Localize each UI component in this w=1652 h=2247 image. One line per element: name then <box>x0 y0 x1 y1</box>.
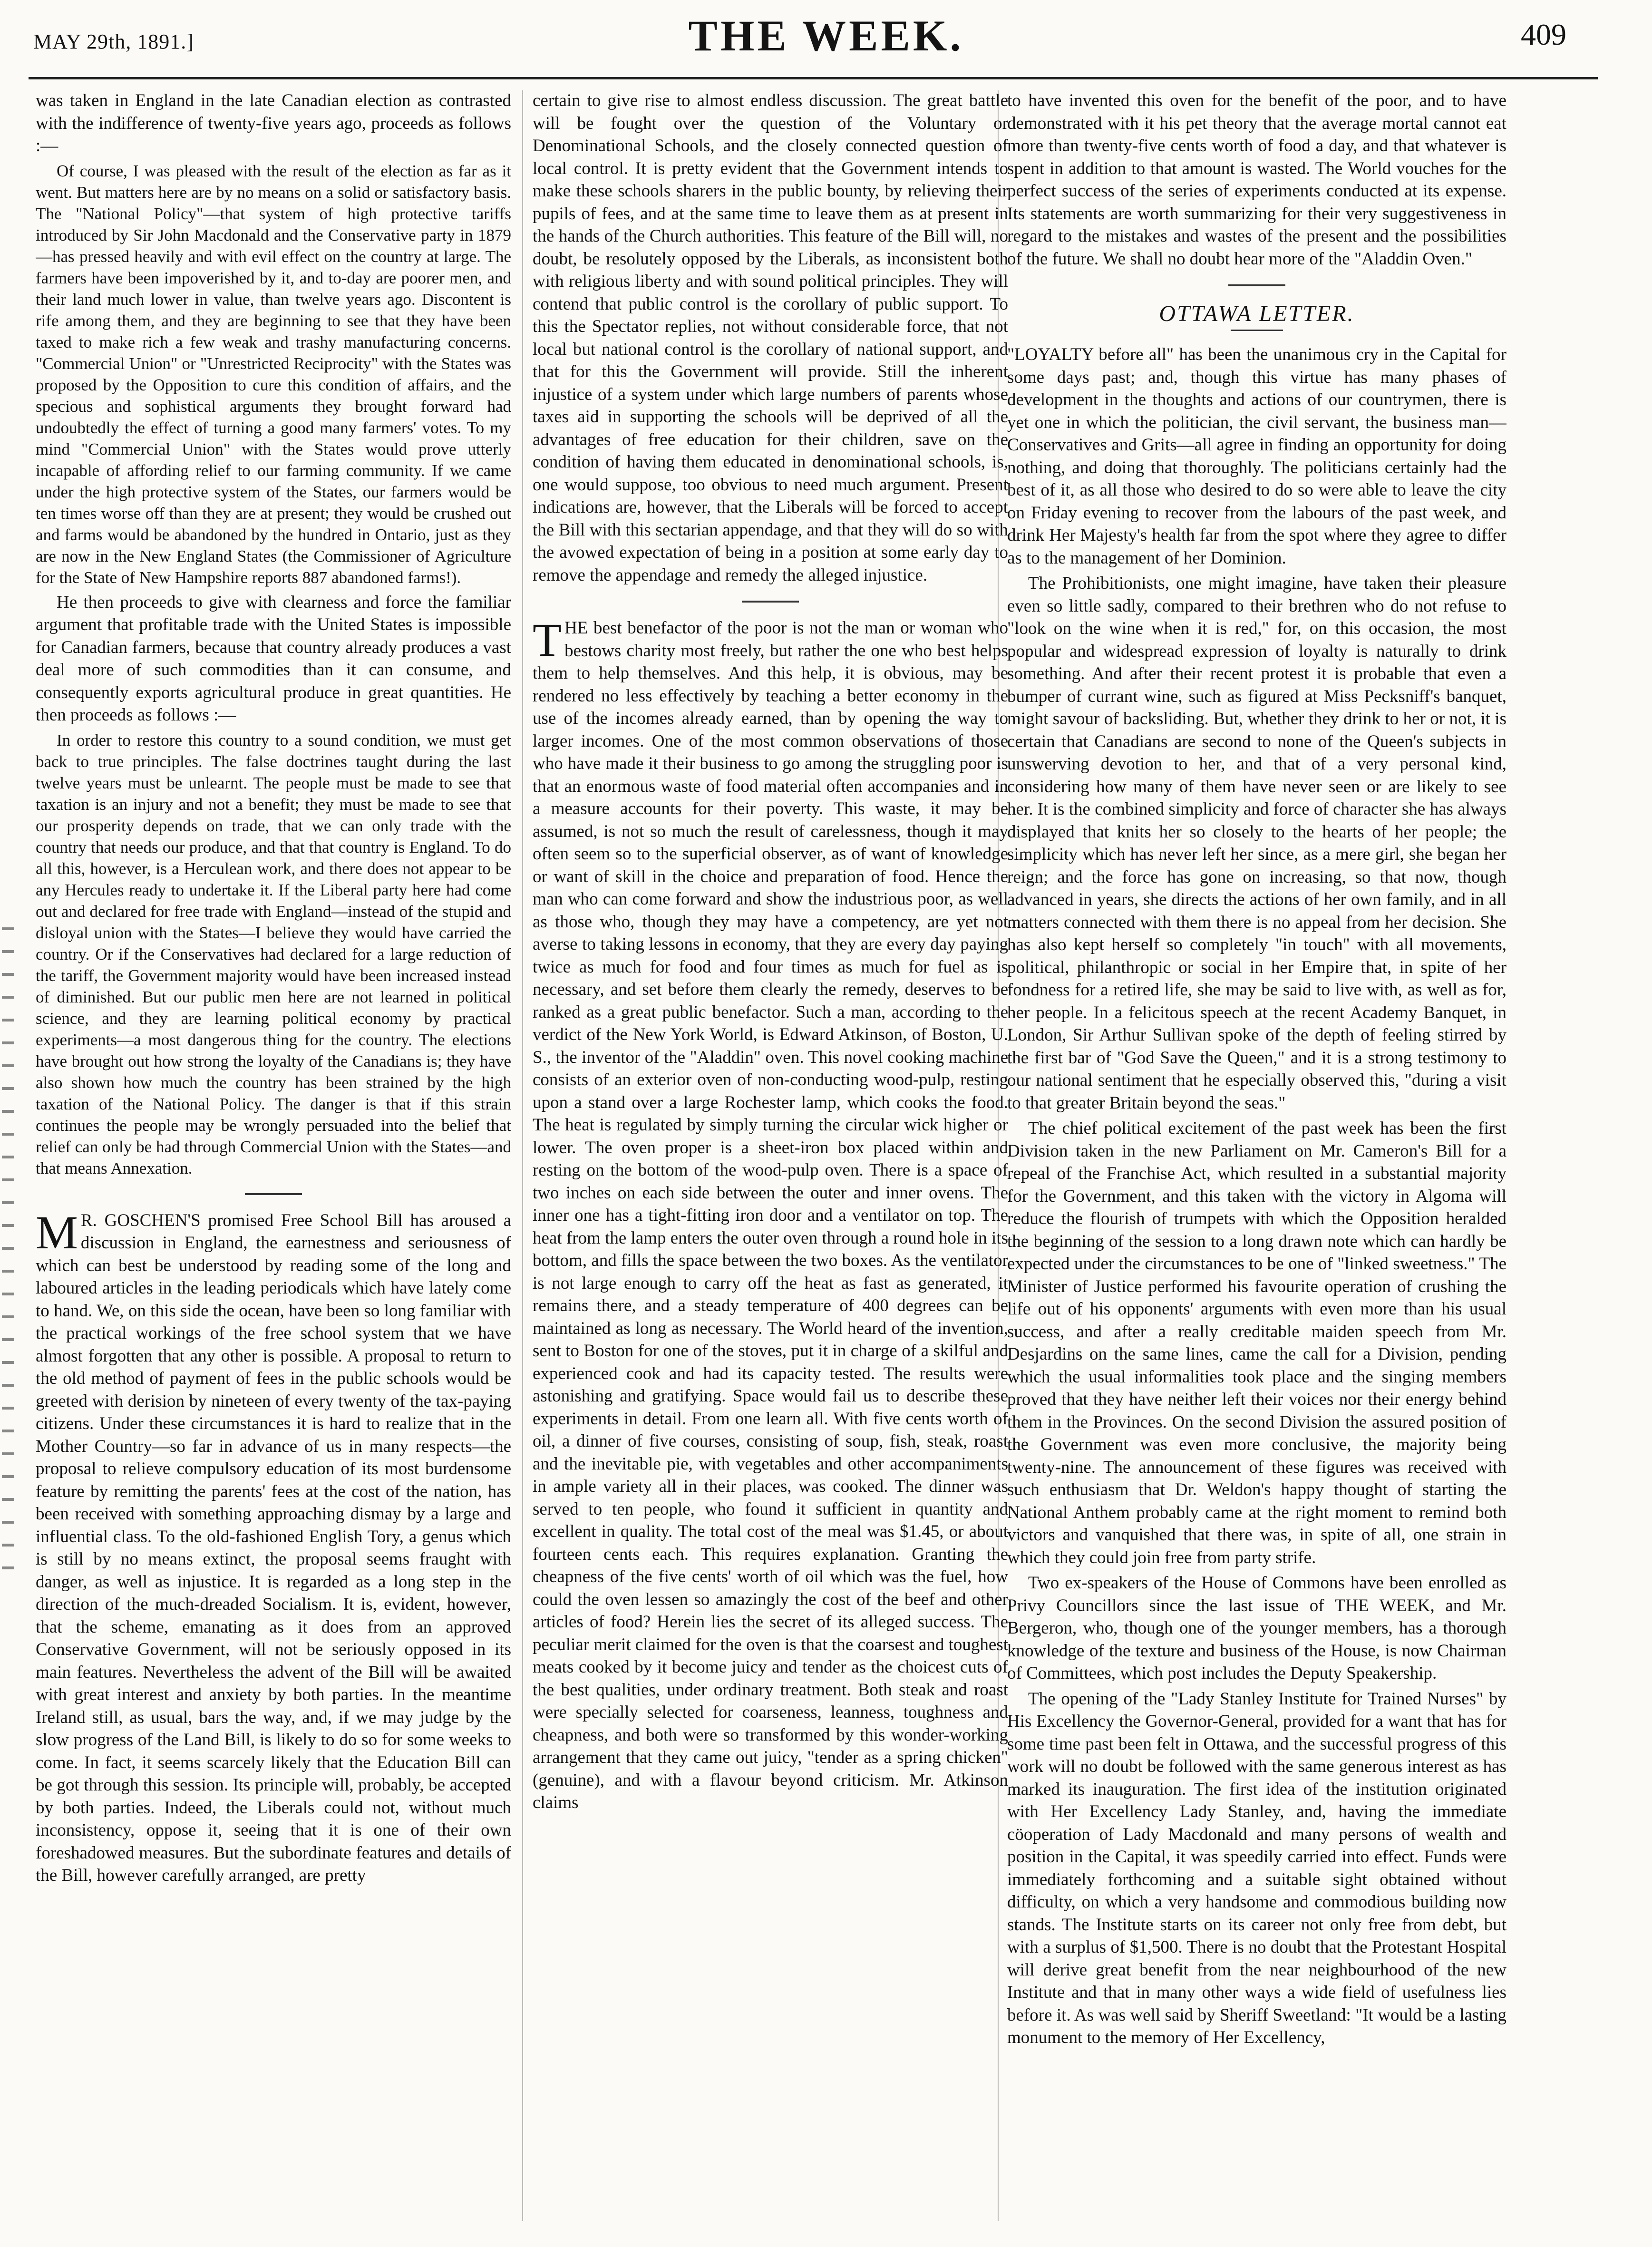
paragraph: was taken in England in the late Canadian election as contrasted with the indifference of twenty-five years ago, proceeds as follows :— <box>36 91 511 156</box>
column-1 <box>36 89 511 1890</box>
article-paragraph <box>36 1206 511 1887</box>
paragraph: The opening of the "Lady Stanley Institute for Trained Nurses" by His Excellency the Governor-General, provided for a want that has for some time past been felt in Ottawa, and the successful progress of this work will no doubt be followed with the same generous interest as has marked its inauguration. The first idea of the institution originated with Her Excellency Lady Stanley, and, having the immediate cöoperation of Lady Macdonald and many persons of wealth and position in the Capital, it was speedily carried into effect. Funds were immediately forthcoming and a suitable sight obtained without difficulty, on which a very handsome and commodious building now stands. The Institute starts on its career not only free from debt, but with a surplus of $1,500. There is no doubt that the Protestant Hospital will derive great benefit from the near neighbourhood of the new Institute and that in many other ways a wide field of usefulness lies before it. As was well said by Sheriff Sweetland: "It would be a lasting monument to the memory of Her Excellency, <box>1007 1689 1506 2047</box>
header-rule <box>29 77 1598 79</box>
drop-cap: M <box>36 1206 78 1259</box>
quoted-paragraph: In order to restore this country to a sound condition, we must get back to true principles. The false doctrines taught during the last twelve years must be unlearnt. The people must be made to see that taxation is an injury and not a benefit; they must be made to see that our prosperity depends on trade, that we can only trade with the country that needs our produce, and that that country is England. To do all this, however, is a Herculean work, and there does not appear to be any Hercules ready to undertake it. If the Liberal party here had come out and declared for free trade with England—instead of the stupid and disloyal union with the States—I believe they would have carried the country. Or if the Conservatives had declared for a large reduction of the tariff, the Government majority would have been increased instead of diminished. But our public men here are not learned in political science, and they are learning political economy by practical experiments—a most dangerous thing for the country. The elections have brought out how strong the loyalty of the Canadians is; they have also shown how much the country has been strained by the high taxation of the National Policy. The danger is that if this strain continues the people may be wrongly persuaded into the belief that relief can only be had through Commercial Union with the States—and that means Annexation. <box>36 730 511 1177</box>
section-separator <box>742 601 799 603</box>
page-header <box>0 0 1652 95</box>
masthead-title: THE WEEK. <box>688 11 964 60</box>
paragraph: Two ex-speakers of the House of Commons have been enrolled as Privy Councillors since the last issue of THE WEEK, and Mr. Bergeron, who, though one of the younger members, has a thorough knowledge of the texture and business of the House, is now Chairman of Committees, which post includes the Deputy Speakership. <box>1007 1573 1506 1683</box>
article-paragraph <box>533 613 1008 1814</box>
section-separator <box>245 1193 302 1195</box>
column-2 <box>533 89 1008 1817</box>
section-separator <box>1228 284 1285 286</box>
column-divider <box>522 90 523 2221</box>
section-heading: OTTAWA LETTER. <box>1159 301 1355 326</box>
paragraph: He then proceeds to give with clearness and force the familiar argument that profitable trade with the United States is impossible for Canadian farmers, because that country already produces a vast deal more of such commodities than it can consume, and consequently exports agricultural produce in great quantities. He then proceeds as follows :— <box>36 592 511 725</box>
drop-cap: T <box>533 613 562 666</box>
paragraph: The Prohibitionists, one might imagine, have taken their pleasure even so little sadly, compared to their brethren who do not refuse to "look on the wine when it is red," for, on this occasion, the most popular and widespread expression of loyalty is naturally to drink something. And after their recent protest it is probable that even a bumper of currant wine, such as figured at Miss Pecksniff's banquet, might savour of backsliding. But, whether they drink to her or not, it is certain that Canadians are second to none of the Queen's subjects in unswerving devotion to her, and that of a very personal kind, considering how many of them have never seen or are likely to see her. It is the combined simplicity and force of character she has always displayed that knits her so closely to the hearts of her people; the simplicity which has never left her since, as a mere girl, she began her reign; and the force has gone on increasing, so that now, though advanced in years, she directs the actions of her own family, and in all matters connected with them there is no appeal from her decision. She has also kept herself so completely "in touch" with all movements, political, philanthropic or social in her Empire that, in spite of her fondness for a retired life, she may be said to live with, as well as for, her people. In a felicitous speech at the recent Academy Banquet, in London, Sir Arthur Sullivan spoke of the depth of feeling stirred by the first bar of "God Save the Queen," and it is a strong testimony to our national sentiment that he especially observed this, "during a visit to that greater Britain beyond the seas." <box>1007 574 1506 1113</box>
quoted-paragraph: Of course, I was pleased with the result of the election as far as it went. But matters here are by no means on a solid or satisfactory basis. The "National Policy"—that system of high protective tariffs introduced by Sir John Macdonald and the Conservative party in 1879—has pressed heavily and with evil effect on the country at large. The farmers have been impoverished by it, and to-day are poorer men, and their land much lower in value, than twelve years ago. Discontent is rife among them, and they are beginning to see that they have been taxed to make rich a few weak and trashy manufacturing concerns. "Commercial Union" or "Unrestricted Reciprocity" with the States was proposed by the Opposition to cure this condition of affairs, and the specious and sophistical arguments they brought forward had undoubtedly the effect of turning a good many farmers' votes. To my mind "Commercial Union" with the States would prove utterly incapable of affording relief to our farming community. If we came under the high protective system of the States, our farmers would be ten times worse off than they are at present; they would be crushed out and farms would be abandoned by the hundred in Ontario, just as they are now in the New England States (the Commissioner of Agriculture for the State of New Hampshire reports 887 abandoned farms!). <box>36 161 511 587</box>
article-paragraph: "LOYALTY before all" has been the unanimous cry in the Capital for some days past; and, though this virtue has many phases of development in the thoughts and actions of our countrymen, there is yet one in which the politician, the civil servant, the business man—Conservatives and Grits—all agree in finding an opportunity for doing nothing, and doing that thoroughly. The politicians certainly had the best of it, as all those who desired to do so were able to leave the city on Friday evening to recover from the labours of the past week, and drink Her Majesty's health far from the spot where they agree to differ as to the management of her Dominion. <box>1007 345 1506 568</box>
paragraph: to have invented this oven for the benefit of the poor, and to have demonstrated with it his pet theory that the average mortal cannot eat more than twenty-five cents worth of food a day, and that whatever is spent in addition to that amount is wasted. The World vouches for the perfect success of the series of experiments conducted at its expense. Its statements are worth summarizing for their very suggestiveness in regard to the mistakes and wastes of the present and the possibilities of the future. We shall no doubt hear more of the "Aladdin Oven." <box>1007 91 1506 269</box>
heading-rule <box>1231 330 1283 331</box>
article-text: R. GOSCHEN'S promised Free School Bill has aroused a discussion in England, the earnestness and seriousness of which can best be understood by reading some of the long and laboured articles in the leading periodicals which have lately come to hand. We, on this side the ocean, have been so long familiar with the practical workings of the free school system that we have almost forgotten that any other is possible. A proposal to return to the old method of payment of fees in the public schools would be greeted with derision by nineteen of every twenty of the tax-paying citizens. Under these circumstances it is hard to realize that in the Mother Country—so far in advance of us in many respects—the proposal to relieve compulsory education of its most burdensome feature by remitting the parents' fees at the cost of the nation, has been received with something approaching dismay by a large and influential class. To the old-fashioned English Tory, a genus which is still by no means extinct, the proposal seems fraught with danger, as well as injustice. It is regarded as a long step in the direction of the much-dreaded Socialism. It is, evident, however, that the scheme, emanating as it does from an approved Conservative Government, will not be seriously opposed in its main features. Nevertheless the advent of the Bill will be awaited with great interest and anxiety by both parties. In the meantime Ireland still, as usual, bars the way, and, if we may judge by the slow progress of the Land Bill, is likely to do so for some weeks to come. In fact, it seems scarcely likely that the Education Bill can be got through this session. Its principle will, probably, be accepted by both parties. Indeed, the Liberals could not, without much inconsistency, oppose it, seeing that it is one of their own foreshadowed measures. But the subordinate features and details of the Bill, however carefully arranged, are pretty <box>36 1210 511 1885</box>
page-number: 409 <box>1521 18 1566 51</box>
issue-date: MAY 29th, 1891.] <box>33 30 194 53</box>
article-text: HE best benefactor of the poor is not the man or woman who bestows charity most freely, but rather the one who best helps them to help themselves. And this help, it is obvious, may be rendered no less effectively by teaching a better economy in the use of the incomes already earned, than by opening the way to larger incomes. One of the most common observations of those who have made it their business to go among the struggling poor is that an enormous waste of food material often accompanies and in a measure accounts for their poverty. This waste, it may be assumed, is not so much the result of carelessness, though it may often seem so to the superficial observer, as of want of knowledge or want of skill in the choice and preparation of food. Hence the man who can come forward and show the industrious poor, as well as those who, though they may have a competency, are yet not averse to taking lessons in economy, that they are every day paying twice as much for food and four times as much for fuel as is necessary, and set before them clearly the remedy, deserves to be ranked as a great public benefactor. Such a man, according to the verdict of the New York World, is Edward Atkinson, of Boston, U. S., the inventor of the "Aladdin" oven. This novel cooking machine consists of an exterior oven of non-conducting wood-pulp, resting upon a stand over a large Rochester lamp, which cooks the food. The heat is regulated by simply turning the circular wick higher or lower. The oven proper is a sheet-iron box placed within and resting on the bottom of the wood-pulp oven. There is a space of two inches on each side between the outer and inner ovens. The inner one has a tight-fitting iron door and a ventilator on top. The heat from the lamp enters the outer oven through a round hole in its bottom, and fills the space between the two boxes. As the ventilator is not large enough to carry off the heat as fast as generated, it remains there, and a steady temperature of 400 degrees can be maintained as long as necessary. The World heard of the invention, sent to Boston for one of the stoves, put it in charge of a skilful and experienced cook and had its capacity tested. The results were astonishing and gratifying. Space would fail us to describe these experiments in detail. From one learn all. With five cents worth of oil, a dinner of five courses, consisting of soup, fish, steak, roast and the inevitable pie, with vegetables and other accompaniments in ample variety all in their places, was cooked. The dinner was served to ten people, who found it sufficient in quantity and excellent in quality. The total cost of the meal was $1.45, or about fourteen cents each. This requires explanation. Granting the cheapness of the five cents' worth of oil which was the fuel, how could the oven lessen so amazingly the cost of the beef and other articles of food? Herein lies the secret of its alleged success. The peculiar merit claimed for the oven is that the coarsest and toughest meats cooked by it become juicy and tender as the choicest cuts of the best qualities, under ordinary treatment. Both steak and roast were specially selected for coarseness, leanness, toughness and cheapness, and both were so transformed by this wonder-working arrangement that they came out juicy, "tender as a spring chicken" (genuine), and with a flavour beyond criticism. Mr. Atkinson claims <box>533 618 1008 1812</box>
paragraph: The chief political excitement of the past week has been the first Division taken in the new Parliament on Mr. Cameron's Bill for a repeal of the Franchise Act, which resulted in a substantial majority for the Government, and this taken with the victory in Algoma will reduce the flourish of trumpets with which the Opposition heralded the beginning of the session to a long drawn note which can hardly be expected under the circumstances to be one of "linked sweetness." The Minister of Justice performed his favourite operation of crushing the life out of his opponents' arguments with even more than his usual success, and after a really creditable maiden speech from Mr. Desjardins on the same lines, came the call for a Division, pending which the usual informalities took place and the singing members proved that they have neither left their voices nor their energy behind them in the Provinces. On the second Division the assured position of the Government was even more conclusive, the majority being twenty-nine. The announcement of these figures was received with such enthusiasm that Dr. Weldon's happy thought of starting the National Anthem probably came at the right moment to remind both victors and vanquished that there was, in spite of all, one strain in which they could join free from party strife. <box>1007 1119 1506 1567</box>
paragraph: certain to give rise to almost endless discussion. The great battle will be fought over the question of the Voluntary or Denominational Schools, and the closely connected question of local control. It is pretty evident that the Government intends to make these schools sharers in the public bounty, by relieving their pupils of fees, and at the same time to leave them as at present in the hands of the Church authorities. This feature of the Bill will, no doubt, be resolutely opposed by the Liberals, as inconsistent both with religious liberty and with sound political principles. They will contend that public control is the corollary of public support. To this the Spectator replies, not without considerable force, that not local but national control is the corollary of national support, and that for this the Government will provide. Still the inherent injustice of a system under which large numbers of parents whose taxes aid in supporting the schools will be deprived of all the advantages of free education for their children, save on the condition of having them educated in denominational schools, is, one would suppose, too obvious to need much argument. Present indications are, however, that the Liberals will be forced to accept the Bill with this sectarian appendage, and that they will do so with the avowed expectation of being in a position at some early day to remove the appendage and remedy the alleged injustice. <box>533 91 1008 585</box>
column-3 <box>1007 89 1506 2052</box>
adjacent-page-edge <box>2 927 14 1569</box>
